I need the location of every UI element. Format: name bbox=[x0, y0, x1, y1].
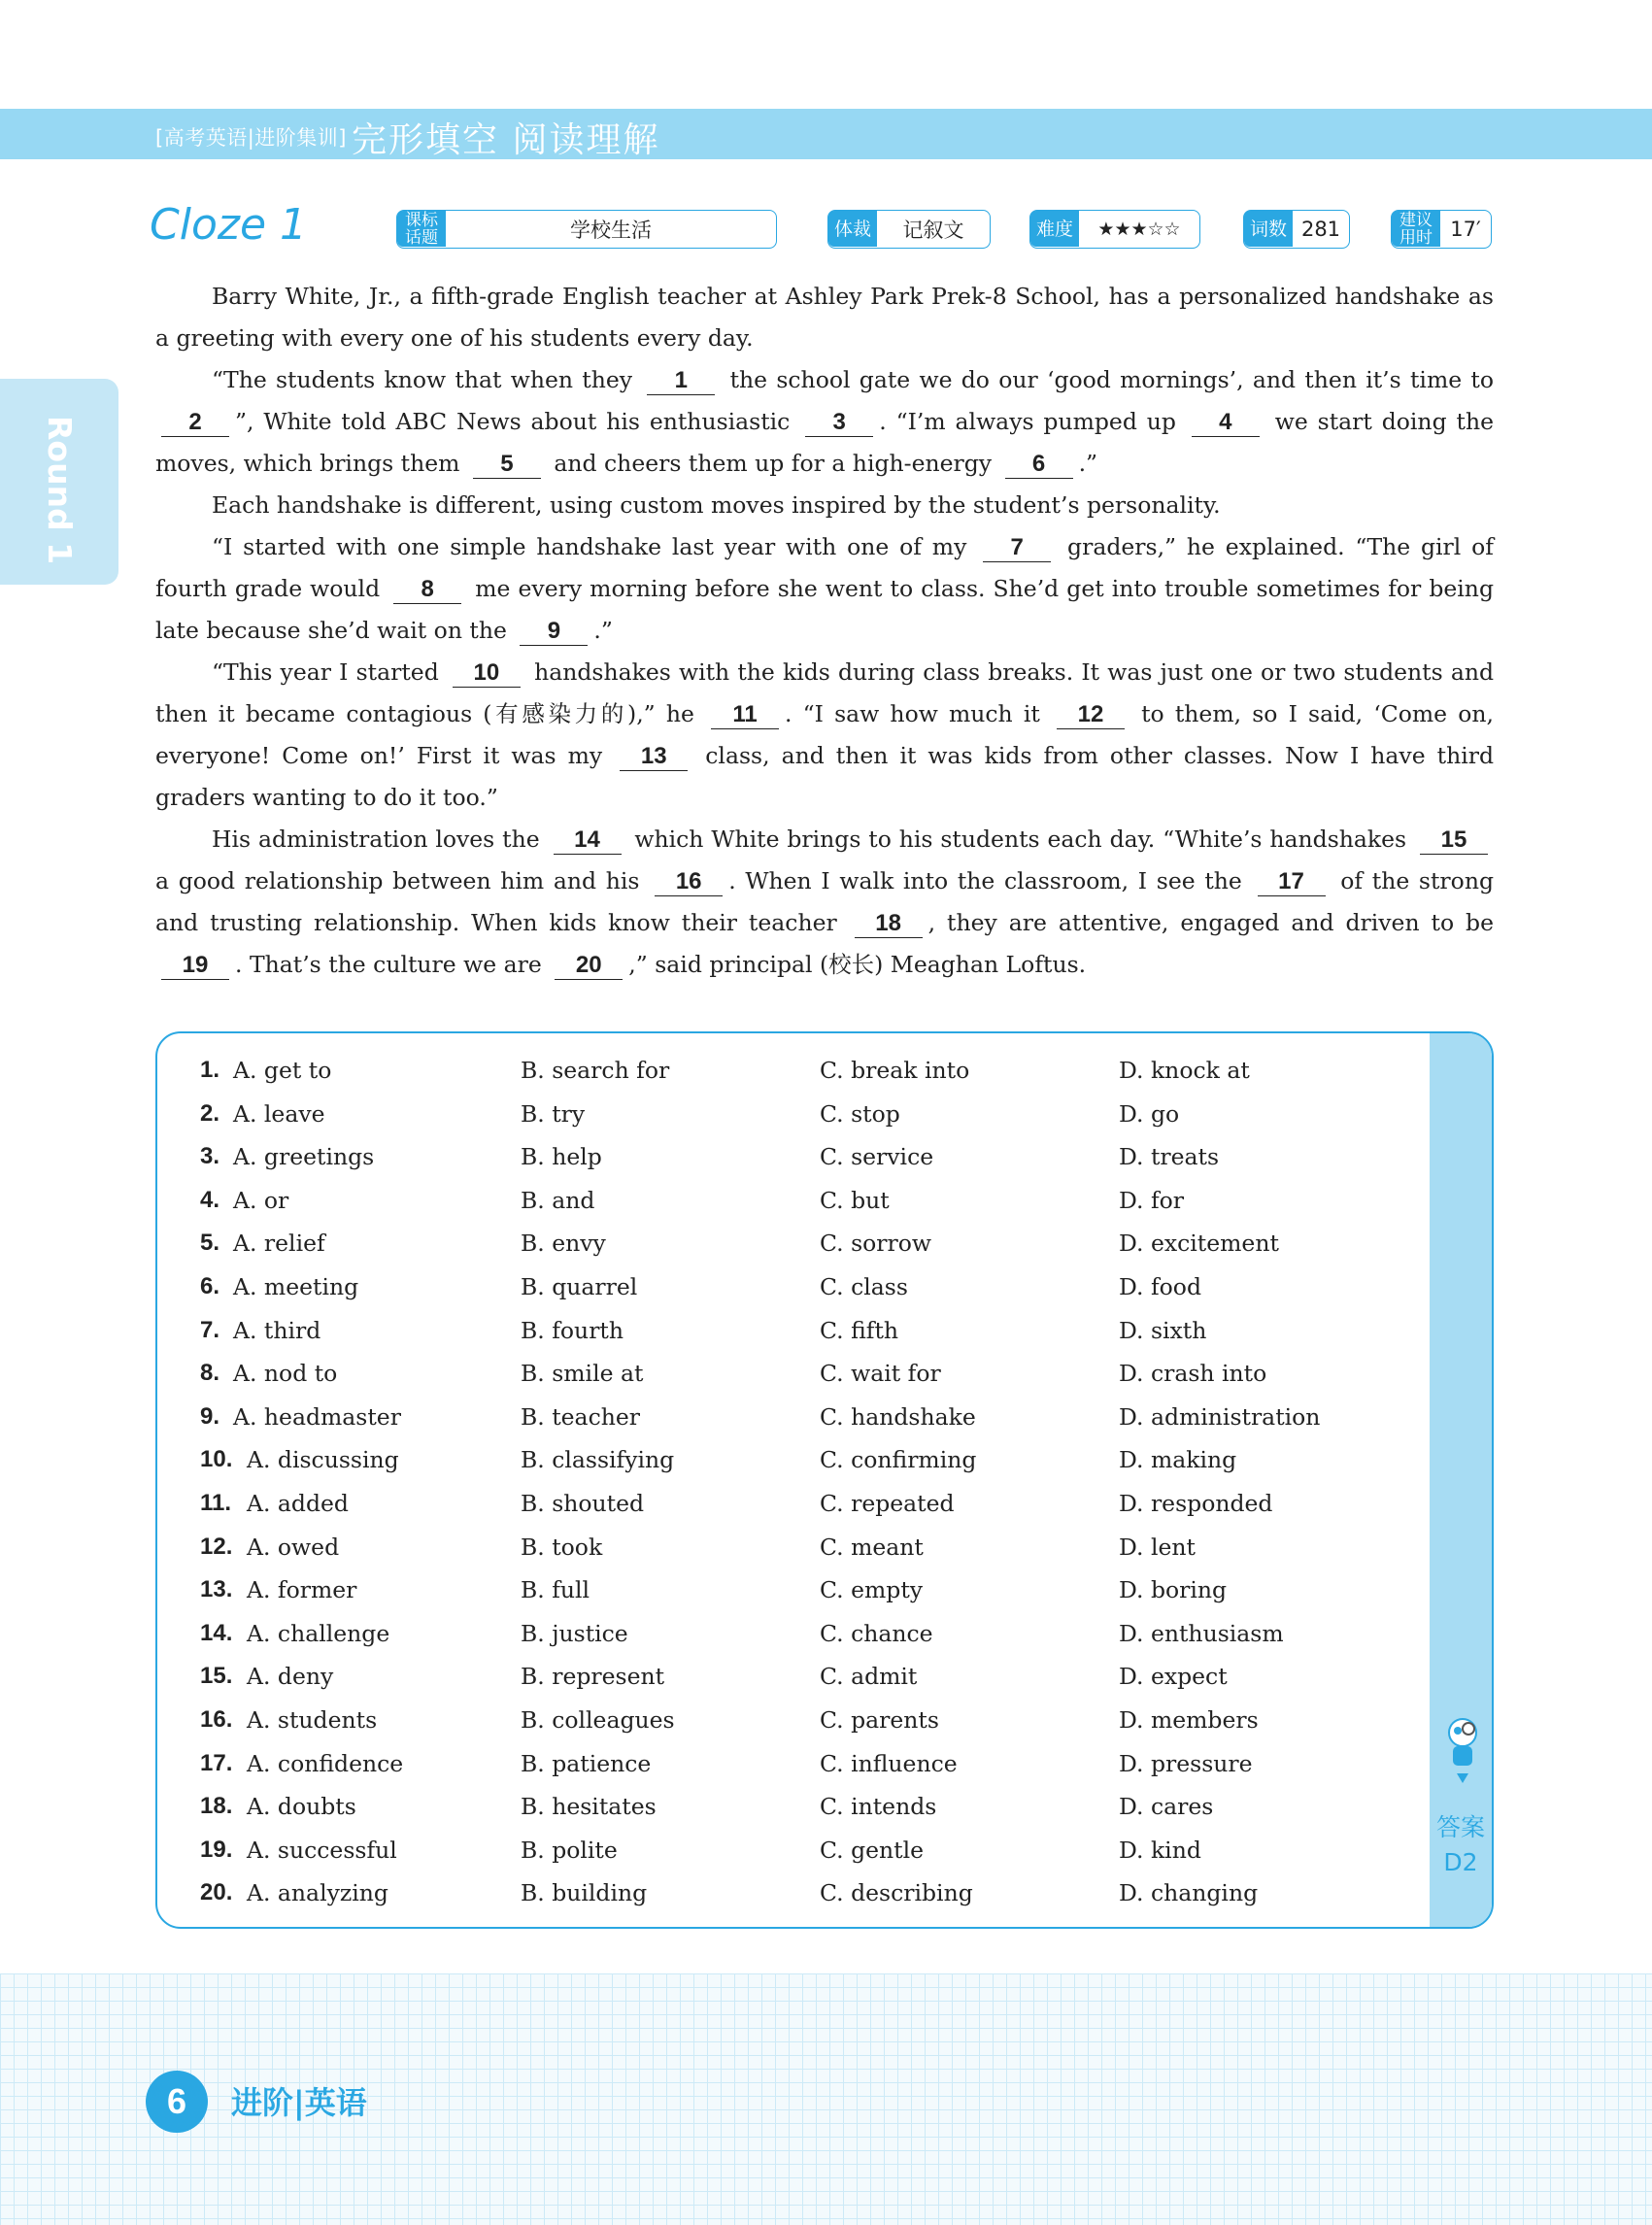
option-c[interactable]: C. wait for bbox=[820, 1360, 941, 1388]
option-c[interactable]: C. but bbox=[820, 1186, 890, 1214]
option-number: 12. bbox=[200, 1533, 233, 1560]
option-c[interactable]: C. class bbox=[820, 1272, 908, 1300]
topic-chip bbox=[396, 210, 777, 249]
option-d[interactable]: D. food bbox=[1119, 1272, 1201, 1300]
option-d[interactable]: D. excitement bbox=[1119, 1230, 1279, 1258]
blank-5: 5 bbox=[473, 451, 541, 479]
option-b[interactable]: B. hesitates bbox=[521, 1793, 657, 1821]
option-c[interactable]: C. service bbox=[820, 1143, 934, 1171]
time-label: 建议用时 bbox=[1392, 211, 1440, 247]
option-a[interactable]: A. nod to bbox=[233, 1360, 338, 1388]
option-a[interactable]: A. students bbox=[247, 1705, 378, 1734]
option-a[interactable]: A. doubts bbox=[247, 1793, 356, 1821]
option-b[interactable]: B. polite bbox=[521, 1836, 618, 1864]
blank-8: 8 bbox=[393, 576, 461, 604]
option-a[interactable]: A. challenge bbox=[247, 1619, 390, 1647]
option-d[interactable]: D. lent bbox=[1119, 1533, 1196, 1561]
time-value: 17′ bbox=[1450, 217, 1481, 241]
brand-label: 进阶|英语 bbox=[231, 2084, 367, 2121]
mascot-icon bbox=[1443, 1713, 1482, 1791]
options-box bbox=[155, 1031, 1494, 1929]
option-d[interactable]: D. knock at bbox=[1119, 1057, 1250, 1084]
option-b[interactable]: B. classifying bbox=[521, 1446, 675, 1474]
page-number: 6 bbox=[146, 2071, 208, 2133]
option-c[interactable]: C. intends bbox=[820, 1793, 937, 1821]
option-number: 8. bbox=[200, 1360, 220, 1387]
option-b[interactable]: B. search for bbox=[521, 1057, 670, 1084]
option-b[interactable]: B. envy bbox=[521, 1230, 606, 1258]
difficulty-stars: ★★★☆☆ bbox=[1097, 218, 1181, 240]
option-d[interactable]: D. for bbox=[1119, 1186, 1185, 1214]
option-c[interactable]: C. handshake bbox=[820, 1402, 976, 1431]
paragraph-1: Barry White, Jr., a fifth-grade English teacher at Ashley Park Prek-8 School, has a personalized handshake as a greeting with every one of his students every day. bbox=[155, 283, 1494, 352]
round-side-tab bbox=[0, 379, 118, 585]
topic-label: 课标话题 bbox=[397, 211, 446, 247]
paragraph-3: Each handshake is different, using custom moves inspired by the student’s personality. bbox=[212, 491, 1221, 519]
option-d[interactable]: D. responded bbox=[1119, 1489, 1273, 1517]
difficulty-chip bbox=[1029, 210, 1200, 249]
genre-value: 记叙文 bbox=[902, 218, 964, 242]
option-a[interactable]: A. greetings bbox=[233, 1143, 375, 1171]
option-c[interactable]: C. admit bbox=[820, 1663, 918, 1691]
wordcount-chip bbox=[1243, 210, 1350, 249]
option-b[interactable]: B. smile at bbox=[521, 1360, 644, 1388]
option-d[interactable]: D. treats bbox=[1119, 1143, 1220, 1171]
option-number: 13. bbox=[200, 1576, 233, 1603]
option-d[interactable]: D. changing bbox=[1119, 1879, 1259, 1907]
option-number: 1. bbox=[200, 1057, 220, 1083]
blank-17: 17 bbox=[1258, 868, 1326, 896]
option-b[interactable]: B. patience bbox=[521, 1749, 652, 1777]
blank-4: 4 bbox=[1192, 409, 1260, 437]
option-a[interactable]: A. get to bbox=[233, 1057, 332, 1084]
option-d[interactable]: D. kind bbox=[1119, 1836, 1201, 1864]
paragraph-2: “The students know that when they 1 the school gate we do our ‘good mornings’, and then it’s time to 2 ”, White told ABC News about his enthusiastic 3 . “I’m always pumped up 4 we start doing the moves, which brings them 5 and cheers them up for a high-energy 6 .” bbox=[155, 366, 1494, 477]
option-a[interactable]: A. third bbox=[233, 1316, 321, 1344]
option-b[interactable]: B. help bbox=[521, 1143, 602, 1171]
option-c[interactable]: C. describing bbox=[820, 1879, 973, 1907]
wordcount-value: 281 bbox=[1300, 217, 1341, 241]
option-b[interactable]: B. teacher bbox=[521, 1402, 641, 1431]
blank-18: 18 bbox=[855, 910, 923, 938]
paragraph-6: His administration loves the 14 which White brings to his students each day. “White’s handshakes 15 a good relationship between him and his 16 . When I walk into the classroom, I see the 17 of the strong and trusting relationship. When kids know their teacher 18 , they are attentive, engaged and driven to be 19 . That’s the culture we are 20 ,” said principal (校长) Meaghan Loftus. bbox=[155, 826, 1494, 978]
option-d[interactable]: D. go bbox=[1119, 1099, 1180, 1128]
cloze-title: Cloze 1 bbox=[150, 200, 308, 250]
option-c[interactable]: C. chance bbox=[820, 1619, 933, 1647]
option-d[interactable]: D. sixth bbox=[1119, 1316, 1207, 1344]
option-number: 7. bbox=[200, 1316, 220, 1343]
blank-15: 15 bbox=[1420, 826, 1488, 855]
option-number: 19. bbox=[200, 1836, 233, 1863]
blank-3: 3 bbox=[805, 409, 873, 437]
paragraph-4: “I started with one simple handshake last year with one of my 7 graders,” he explained. “The girl of fourth grade would 8 me every morning before she went to class. She’d get into trouble sometimes for being late because she’d wait on the 9 .” bbox=[155, 533, 1494, 644]
option-b[interactable]: B. quarrel bbox=[521, 1272, 638, 1300]
option-c[interactable]: C. fifth bbox=[820, 1316, 899, 1344]
option-d[interactable]: D. making bbox=[1119, 1446, 1237, 1474]
blank-13: 13 bbox=[620, 743, 688, 771]
option-d[interactable]: D. expect bbox=[1119, 1663, 1228, 1691]
blank-14: 14 bbox=[554, 826, 622, 855]
option-a[interactable]: A. analyzing bbox=[247, 1879, 388, 1907]
option-c[interactable]: C. parents bbox=[820, 1705, 939, 1734]
option-number: 17. bbox=[200, 1749, 233, 1776]
option-number: 10. bbox=[200, 1446, 233, 1473]
option-d[interactable]: D. members bbox=[1119, 1705, 1259, 1734]
option-d[interactable]: D. cares bbox=[1119, 1793, 1214, 1821]
topic-value: 学校生活 bbox=[570, 218, 652, 242]
option-number: 11. bbox=[200, 1489, 232, 1516]
option-b[interactable]: B. fourth bbox=[521, 1316, 624, 1344]
option-a[interactable]: A. discussing bbox=[247, 1446, 399, 1474]
option-b[interactable]: B. full bbox=[521, 1576, 590, 1604]
option-number: 14. bbox=[200, 1619, 233, 1646]
option-c[interactable]: C. influence bbox=[820, 1749, 958, 1777]
option-a[interactable]: A. leave bbox=[233, 1099, 325, 1128]
header-title: 完形填空 阅读理解 bbox=[352, 120, 660, 160]
option-c[interactable]: C. confirming bbox=[820, 1446, 977, 1474]
wordcount-label: 词数 bbox=[1244, 211, 1293, 247]
series-label: [高考英语|进阶集训] bbox=[155, 126, 347, 150]
option-c[interactable]: C. gentle bbox=[820, 1836, 925, 1864]
option-number: 5. bbox=[200, 1230, 220, 1257]
option-b[interactable]: B. and bbox=[521, 1186, 595, 1214]
answer-page-ref: D2 bbox=[1443, 1848, 1478, 1876]
difficulty-label: 难度 bbox=[1030, 211, 1079, 247]
option-a[interactable]: A. added bbox=[247, 1489, 349, 1517]
round-label: Round 1 bbox=[41, 416, 79, 565]
option-a[interactable]: A. or bbox=[233, 1186, 289, 1214]
option-d[interactable]: D. enthusiasm bbox=[1119, 1619, 1284, 1647]
option-number: 6. bbox=[200, 1272, 220, 1299]
genre-label: 体裁 bbox=[828, 211, 877, 247]
blank-6: 6 bbox=[1005, 451, 1073, 479]
option-a[interactable]: A. successful bbox=[247, 1836, 397, 1864]
time-chip bbox=[1391, 210, 1492, 249]
option-number: 20. bbox=[200, 1879, 233, 1906]
option-number: 4. bbox=[200, 1186, 220, 1213]
option-a[interactable]: A. headmaster bbox=[233, 1402, 401, 1431]
option-c[interactable]: C. repeated bbox=[820, 1489, 955, 1517]
option-b[interactable]: B. represent bbox=[521, 1663, 665, 1691]
option-b[interactable]: B. try bbox=[521, 1099, 586, 1128]
option-b[interactable]: B. building bbox=[521, 1879, 648, 1907]
option-c[interactable]: C. sorrow bbox=[820, 1230, 932, 1258]
blank-9: 9 bbox=[520, 618, 588, 646]
blank-20: 20 bbox=[555, 952, 623, 980]
blank-10: 10 bbox=[453, 659, 521, 688]
blank-12: 12 bbox=[1057, 701, 1125, 729]
blank-2: 2 bbox=[161, 409, 229, 437]
option-number: 18. bbox=[200, 1793, 233, 1820]
option-c[interactable]: C. stop bbox=[820, 1099, 900, 1128]
blank-11: 11 bbox=[711, 701, 779, 729]
option-c[interactable]: C. meant bbox=[820, 1533, 924, 1561]
option-a[interactable]: A. relief bbox=[233, 1230, 325, 1258]
option-b[interactable]: B. justice bbox=[521, 1619, 628, 1647]
option-number: 9. bbox=[200, 1402, 220, 1430]
blank-16: 16 bbox=[655, 868, 723, 896]
option-number: 16. bbox=[200, 1705, 233, 1733]
option-number: 15. bbox=[200, 1663, 233, 1690]
answer-reference[interactable] bbox=[1433, 1810, 1488, 1880]
answer-label-text: 答案 bbox=[1435, 1813, 1485, 1841]
blank-19: 19 bbox=[161, 952, 229, 980]
option-a[interactable]: A. meeting bbox=[233, 1272, 359, 1300]
paragraph-5: “This year I started 10 handshakes with the kids during class breaks. It was just one or two students and then it became contagious (有感染力的),” he 11 . “I saw how much it 12 to them, so I said, ‘Come on, everyone! Come on!’ First it was my 13 class, and then it was kids from other classes. Now I have third graders wanting to do it too.” bbox=[155, 658, 1495, 811]
option-b[interactable]: B. colleagues bbox=[521, 1705, 675, 1734]
option-c[interactable]: C. break into bbox=[820, 1057, 970, 1084]
option-c[interactable]: C. empty bbox=[820, 1576, 924, 1604]
option-a[interactable]: A. owed bbox=[247, 1533, 340, 1561]
option-number: 3. bbox=[200, 1143, 220, 1170]
genre-chip bbox=[827, 210, 991, 249]
option-d[interactable]: D. pressure bbox=[1119, 1749, 1253, 1777]
option-a[interactable]: A. confidence bbox=[247, 1749, 404, 1777]
passage bbox=[155, 276, 1494, 986]
option-d[interactable]: D. administration bbox=[1119, 1402, 1321, 1431]
option-a[interactable]: A. deny bbox=[247, 1663, 334, 1691]
answer-strip bbox=[1430, 1033, 1492, 1927]
option-d[interactable]: D. boring bbox=[1119, 1576, 1228, 1604]
option-b[interactable]: B. took bbox=[521, 1533, 603, 1561]
option-b[interactable]: B. shouted bbox=[521, 1489, 645, 1517]
option-d[interactable]: D. crash into bbox=[1119, 1360, 1267, 1388]
blank-1: 1 bbox=[647, 367, 715, 395]
option-number: 2. bbox=[200, 1099, 220, 1127]
option-a[interactable]: A. former bbox=[247, 1576, 357, 1604]
header-band bbox=[0, 109, 1652, 159]
blank-7: 7 bbox=[983, 534, 1051, 562]
